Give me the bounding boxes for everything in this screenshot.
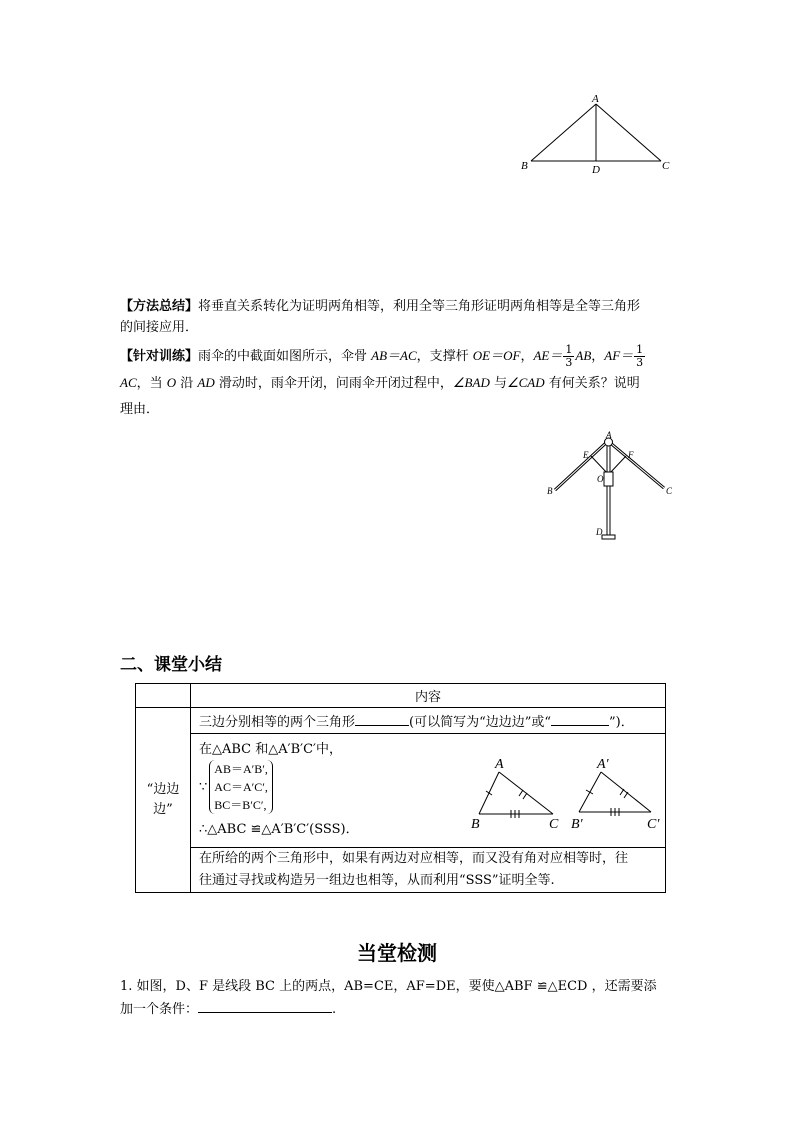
umbrella-label-o: O: [597, 474, 604, 484]
training-text-2: ，支撑杆: [416, 349, 473, 364]
training-slide: 滑动时，雨伞开闭，问雨伞开闭过程中，: [214, 376, 453, 391]
row1-text-c: ”)．: [609, 715, 634, 730]
training-line3: 理由．: [120, 402, 160, 417]
umbrella-figure: [540, 428, 680, 543]
triangle-abc-figure: [515, 92, 680, 177]
table-row: [136, 734, 666, 848]
test-title: 当堂检测: [357, 941, 437, 965]
question-1: [120, 975, 680, 1021]
training-o: O: [166, 375, 177, 390]
sss-label-b-prime: B′: [571, 817, 583, 832]
q1-answer-blank[interactable]: [198, 1012, 332, 1013]
table-header-content: 内容: [191, 684, 666, 708]
training-angle-cad: ∠CAD: [506, 375, 545, 390]
training-question: 有何关系？说明: [544, 376, 640, 391]
table-header-empty: [136, 684, 191, 708]
row-label-sss: “边边边”: [136, 708, 191, 893]
training-along: 沿: [176, 376, 198, 391]
row1-blank-1[interactable]: [355, 725, 409, 726]
umbrella-label-c: C: [666, 486, 673, 496]
table-row: [136, 708, 666, 734]
row3-line1: 在所给的两个三角形中，如果有两边对应相等，而又没有角对应相等时，往: [199, 851, 629, 866]
proof-system: [209, 760, 273, 814]
proof-eq1: AB＝A′B′,: [214, 762, 268, 776]
table-row: [136, 848, 666, 893]
method-summary: [120, 296, 680, 338]
umbrella-label-d: D: [596, 527, 603, 537]
row1-text-a: 三边分别相等的两个三角形: [199, 715, 356, 730]
row3-tip: [191, 848, 666, 893]
sss-label-b: B: [471, 817, 480, 832]
umbrella-label-e: E: [583, 450, 589, 460]
training-oe-of: OE＝OF: [472, 348, 521, 363]
training-when: ，当: [136, 376, 167, 391]
fraction-one-third: $\frac{1}{3}$: [565, 343, 573, 369]
method-label: 【方法总结】: [120, 299, 199, 314]
sss-label-c: C: [549, 817, 559, 832]
q1-line2-text: 加一个条件：: [120, 1002, 199, 1017]
training-and: 与: [489, 376, 507, 391]
method-line2: 的间接应用．: [120, 320, 199, 335]
summary-table: [135, 683, 666, 893]
training-comma: ，: [520, 349, 534, 364]
row3-line2: 往通过寻找或构造另一组边也相等，从而利用“SSS”证明全等.: [199, 873, 555, 888]
proof-conclusion: ∴△ABC ≌△A′B′C′(SSS)．: [199, 822, 359, 837]
training-ac: AC: [120, 375, 137, 390]
sss-triangles-figure: [471, 756, 691, 836]
training-comma-2: ，: [591, 349, 605, 364]
umbrella-label-f: F: [628, 450, 634, 460]
umbrella-label-a: A: [606, 430, 612, 440]
sss-label-c-prime: C′: [647, 817, 660, 832]
training-label: 【针对训练】: [120, 349, 199, 364]
q1-line1: 1. 如图，D、F 是线段 BC 上的两点，AB=CE，AF=DE，要使△ABF ≌△ECD ，还需要添: [120, 979, 657, 994]
umbrella-label-b: B: [547, 486, 553, 496]
training-ad: AD: [197, 375, 215, 390]
q1-period: .: [332, 1002, 337, 1017]
training-angle-bad: ∠BAD: [452, 375, 490, 390]
fraction-one-third-2: $\frac{1}{3}$: [636, 343, 644, 369]
row2-proof: [191, 734, 666, 848]
row1-definition: [191, 708, 666, 734]
section2-heading: 二、课堂小结: [120, 655, 222, 675]
method-line1: 将垂直关系转化为证明两角相等，利用全等三角形证明两角相等是全等三角形: [198, 299, 641, 314]
label-c: C: [662, 160, 670, 172]
label-d: D: [592, 164, 600, 176]
because-symbol: ∵: [199, 779, 208, 795]
table-header-row: [136, 684, 666, 708]
label-b: B: [521, 160, 528, 172]
training-problem: [120, 343, 680, 423]
training-ab-ac: AB＝AC: [371, 348, 417, 363]
sss-label-a-prime: A′: [597, 757, 609, 772]
proof-eq2: AC＝A′C′,: [214, 780, 268, 794]
training-ae: AE＝: [533, 348, 563, 363]
proof-eq3: BC＝B′C′,: [214, 798, 267, 812]
sss-label-a: A: [495, 757, 504, 772]
training-af: AF＝: [604, 348, 634, 363]
training-ab: AB: [575, 348, 592, 363]
row1-text-b: (可以简写为“边边边”或“: [409, 715, 552, 730]
row2-intro: 在△ABC 和△A′B′C′中，: [199, 742, 343, 757]
training-text-1: 雨伞的中截面如图所示，伞骨: [198, 349, 372, 364]
q1-line2: [120, 998, 680, 1021]
row1-blank-2[interactable]: [551, 725, 609, 726]
label-a: A: [592, 93, 599, 105]
